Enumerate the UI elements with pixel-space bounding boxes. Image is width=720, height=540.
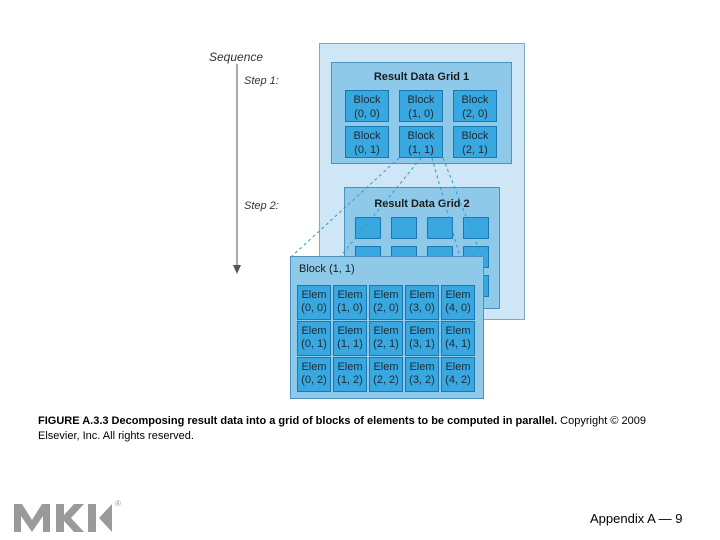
element-cell: Elem (3, 1)	[405, 321, 439, 356]
grid2-title: Result Data Grid 2	[374, 198, 470, 210]
page-label: Appendix A — 9	[590, 511, 683, 526]
element-cell: Elem (1, 0)	[333, 285, 367, 320]
caption-title: FIGURE A.3.3 Decomposing result data into a grid of blocks of elements to be computed in parallel.	[38, 415, 558, 427]
element-cell: Elem (0, 1)	[297, 321, 331, 356]
element-cell: Elem (3, 0)	[405, 285, 439, 320]
grid1-block-highlighted: Block (1, 1)	[399, 126, 443, 158]
caption-copyright: Copyright © 2009 Elsevier, Inc. All rights reserved.	[38, 415, 646, 442]
grid1-block: Block (0, 0)	[345, 90, 389, 122]
element-cell: Elem (1, 2)	[333, 357, 367, 392]
element-cell: Elem (2, 0)	[369, 285, 403, 320]
block-detail-title: Block (1, 1)	[299, 263, 355, 275]
element-cell: Elem (4, 0)	[441, 285, 475, 320]
grid1-block: Block (0, 1)	[345, 126, 389, 158]
element-cell: Elem (1, 1)	[333, 321, 367, 356]
step2-label: Step 2:	[244, 200, 279, 212]
element-cell: Elem (2, 2)	[369, 357, 403, 392]
grid1-block: Block (1, 0)	[399, 90, 443, 122]
element-cell: Elem (4, 2)	[441, 357, 475, 392]
grid1-block: Block (2, 1)	[453, 126, 497, 158]
element-cell: Elem (0, 0)	[297, 285, 331, 320]
element-cell: Elem (2, 1)	[369, 321, 403, 356]
registered-mark: ®	[115, 499, 121, 508]
figure-caption	[38, 414, 688, 444]
element-cell: Elem (4, 1)	[441, 321, 475, 356]
sequence-label: Sequence	[209, 50, 264, 64]
element-cell: Elem (0, 2)	[297, 357, 331, 392]
element-cell: Elem (3, 2)	[405, 357, 439, 392]
step1-label: Step 1:	[244, 75, 279, 87]
grid1-title: Result Data Grid 1	[373, 71, 470, 83]
grid1-block: Block (2, 0)	[453, 90, 497, 122]
mk-logo	[14, 496, 124, 536]
